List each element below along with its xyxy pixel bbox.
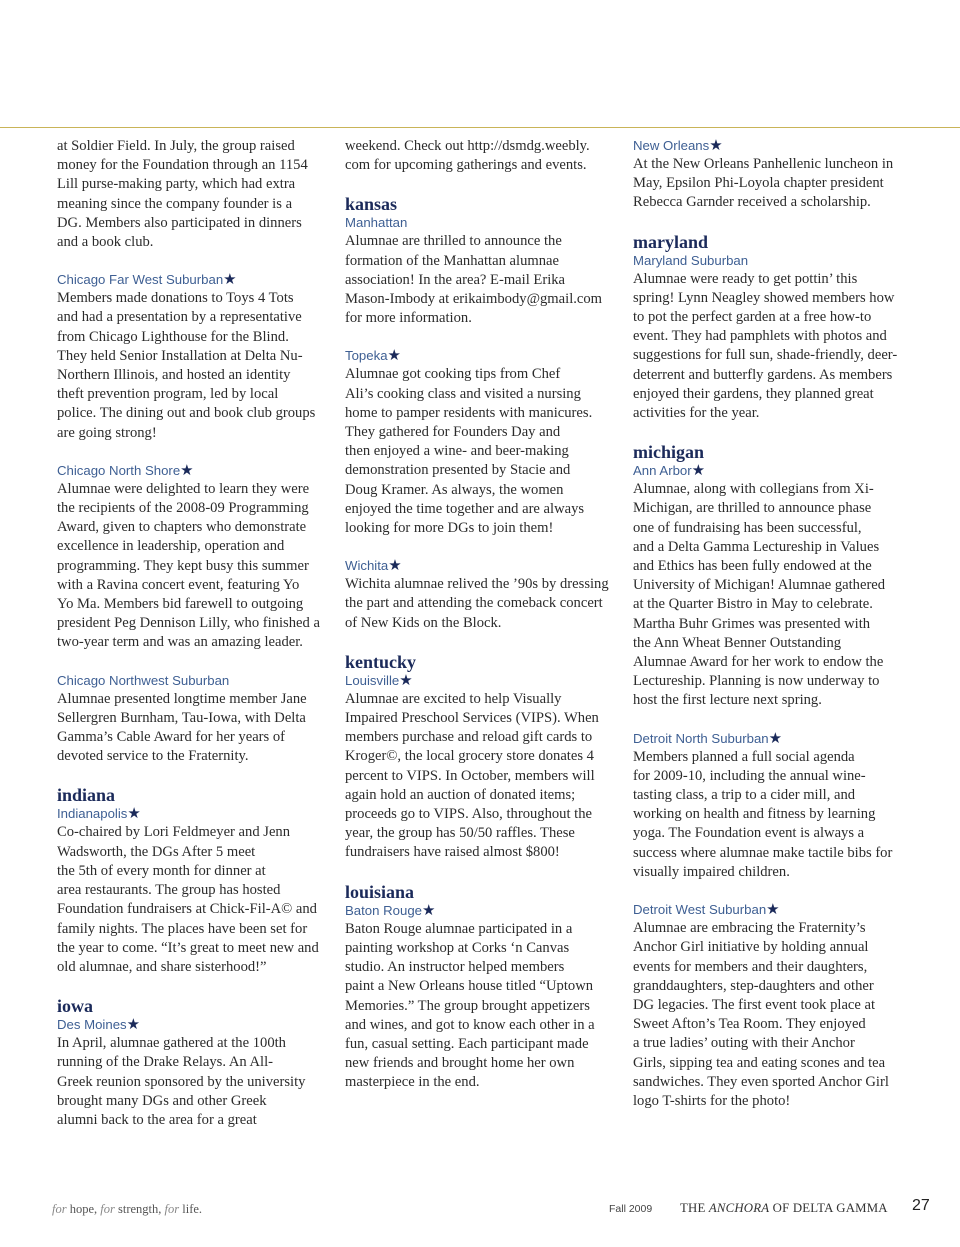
chapter-name-baton-rouge: Baton Rouge★ <box>345 901 436 919</box>
chapter-name-detroit-west: Detroit West Suburban★ <box>633 901 780 919</box>
chapter-text-detroit-west: Alumnae are embracing the Fraternity’s Anchor Girl initiative by holding annual events for members and their daughters, granddaughters, step-daughters and other DG legacies. The first event took place at Sweet Afton’s Tea Room. They enjoyed a true ladies’ outing with their Anchor Girls, sipping tea and eating scones and tea sandwiches. They even sported Anchor Girl logo T-shirts for the photo! <box>633 920 889 1109</box>
star-icon: ★ <box>691 462 706 480</box>
chapter-name-ann-arbor: Ann Arbor★ <box>633 462 706 480</box>
star-icon: ★ <box>126 1016 141 1034</box>
chapter-name-detroit-north: Detroit North Suburban★ <box>633 729 783 747</box>
chapter-text-baton-rouge: Baton Rouge alumnae participated in a painting workshop at Corks ‘n Canvas studio. An instructor helped members paint a New Orleans house titled “Uptown Memories.” The group brought appetizers and wines, and got to know each other in a fun, casual setting. Each participant made new friends and brought home her own masterpiece in the end. <box>345 920 595 1091</box>
column-2 <box>345 137 617 1093</box>
chapter-text-wichita: Wichita alumnae relived the ’90s by dressing the part and attending the comeback concert of New Kids on the Block. <box>345 576 609 631</box>
star-icon: ★ <box>223 271 237 289</box>
chapter-text-manhattan: Alumnae are thrilled to announce the formation of the Manhattan alumnae association! In the area? E-mail Erika Mason-Imbody at erikaimbody@gmail.com for more information. <box>345 233 603 327</box>
chapter-text-chicago-northwest: Alumnae presented longtime member Jane Sellergren Burnham, Tau-Iowa, with Delta Gamma’s Cable Award for her years of devoted service to the Fraternity. <box>57 690 307 765</box>
chapter-name-maryland-suburban: Maryland Suburban <box>633 252 749 268</box>
state-heading-louisiana: louisiana <box>345 881 415 902</box>
state-heading-kentucky: kentucky <box>345 651 417 672</box>
star-icon: ★ <box>127 805 141 823</box>
chapter-name-louisville: Louisville★ <box>345 671 413 689</box>
chapter-name-new-orleans: New Orleans★ <box>633 137 723 154</box>
chapter-name-indianapolis: Indianapolis★ <box>57 805 141 823</box>
column-1 <box>57 137 329 1130</box>
chapter-text-maryland-suburban: Alumnae were ready to get pottin’ this spring! Lynn Neagley showed members how to pot the perfect garden at a free how-to event. They had pamphlets with photos and suggestions for full sun, shade-friendly, deer- deterrent and butterfly gardens. As members enjoyed their gardens, they planned great activities for the year. <box>633 270 898 422</box>
chapter-text-indianapolis: Co-chaired by Lori Feldmeyer and Jenn Wadsworth, the DGs After 5 meet the 5th of every month for dinner at area restaurants. The group has hosted Foundation fundraisers at Chick-Fil-A© and family nights. The places have been set for the year to come. “It’s great to meet new and old alumnae, and share sisterhood!” <box>57 824 319 975</box>
continued-text: at Soldier Field. In July, the group raised money for the Foundation through an 1154 Lill purse-making party, which had extra meaning since the company founder is a DG. Members also participated in dinners and a book club. <box>57 138 308 251</box>
magazine-title: THE ANCHORA OF DELTA GAMMA <box>680 1201 888 1215</box>
chapter-name-wichita: Wichita★ <box>345 557 402 575</box>
state-heading-indiana: indiana <box>57 785 116 806</box>
state-heading-iowa: iowa <box>57 996 93 1017</box>
state-heading-michigan: michigan <box>633 442 705 463</box>
chapter-text-chicago-north-shore: Alumnae were delighted to learn they were the recipients of the 2008-09 Programming Award, given to chapters who demonstrate excellence in leadership, operation and programming. They kept busy this summer with a Ravina concert event, featuring Yo Yo Ma. Members bid farewell to outgoing president Peg Dennison Lilly, who finished a two-year term and was an amazing leader. <box>57 480 320 651</box>
star-icon: ★ <box>766 901 780 919</box>
chapter-name-chicago-far-west: Chicago Far West Suburban★ <box>57 271 237 289</box>
chapter-text-new-orleans: At the New Orleans Panhellenic luncheon in May, Epsilon Phi-Loyola chapter president Rebecca Garnder received a scholarship. <box>633 156 894 211</box>
star-icon: ★ <box>399 671 413 689</box>
issue-label: Fall 2009 <box>609 1203 653 1215</box>
chapter-text-chicago-far-west: Members made donations to Toys 4 Tots and had a presentation by a representative from Chicago Lighthouse for the Blind. They held Senior Installation at Delta Nu- Northern Illinois, and hosted an identity theft prevention program, led by local police. The dining out and book club groups are going strong! <box>57 290 316 441</box>
star-icon: ★ <box>422 901 436 919</box>
page-number: 27 <box>912 1197 930 1214</box>
chapter-name-topeka: Topeka★ <box>345 347 401 365</box>
star-icon: ★ <box>768 729 783 747</box>
state-heading-maryland: maryland <box>633 231 709 252</box>
chapter-text-detroit-north: Members planned a full social agenda for 2009-10, including the annual wine- tasting class, a trip to a cider mill, and working on health and fitness by learning yoga. The Foundation event is always a success where alumnae make tactile bibs for visually impaired children. <box>633 748 893 880</box>
chapter-name-des-moines: Des Moines★ <box>57 1016 141 1034</box>
chapter-text-ann-arbor: Alumnae, along with collegians from Xi- Michigan, are thrilled to announce phase one of fundraising has been successful, and a Delta Gamma Lectureship in Values and Ethics has been fully endowed at the University of Michigan! Alumnae gathered at the Quarter Bistro in May to celebrate. Martha Buhr Grimes was presented with the Ann Wheat Benner Outstanding Alumnae Award for her work to endow the Lectureship. Planning is now underway to host the first lecture next spring. <box>633 481 886 709</box>
chapter-name-manhattan: Manhattan <box>345 215 408 231</box>
header-rule <box>0 127 960 128</box>
state-heading-kansas: kansas <box>345 194 398 215</box>
chapter-text-topeka: Alumnae got cooking tips from Chef Ali’s cooking class and visited a nursing home to pamper residents with manicures. They gathered for Founders Day and then enjoyed a wine- and beer-making demonstration presented by Stacie and Doug Kramer. As always, the women enjoyed the time together and are always looking for more DGs to join them! <box>345 366 593 537</box>
chapter-name-chicago-northwest: Chicago Northwest Suburban <box>57 672 230 688</box>
continued-text: weekend. Check out http://dsmdg.weebly. com for upcoming gatherings and events. <box>345 138 590 174</box>
star-icon: ★ <box>387 347 401 365</box>
chapter-text-louisville: Alumnae are excited to help Visually Impaired Preschool Services (VIPS). When members purchase and reload gift cards to Kroger©, the local grocery store donates 4 percent to VIPS. In October, members will again hold an auction of donated items; proceeds go to VIPS. Also, throughout the year, the group has 50/50 raffles. These fundraisers have raised almost $800! <box>345 690 599 861</box>
chapter-text-des-moines: In April, alumnae gathered at the 100th running of the Drake Relays. An All- Greek reunion sponsored by the university brought many DGs and other Greek alumni back to the area for a great <box>57 1035 306 1128</box>
footer-tagline: for hope, for strength, for life. <box>52 1202 203 1216</box>
star-icon: ★ <box>388 557 402 575</box>
star-icon: ★ <box>180 461 194 479</box>
chapter-name-chicago-north-shore: Chicago North Shore★ <box>57 461 194 479</box>
star-icon: ★ <box>709 137 723 154</box>
column-3 <box>633 137 905 1111</box>
